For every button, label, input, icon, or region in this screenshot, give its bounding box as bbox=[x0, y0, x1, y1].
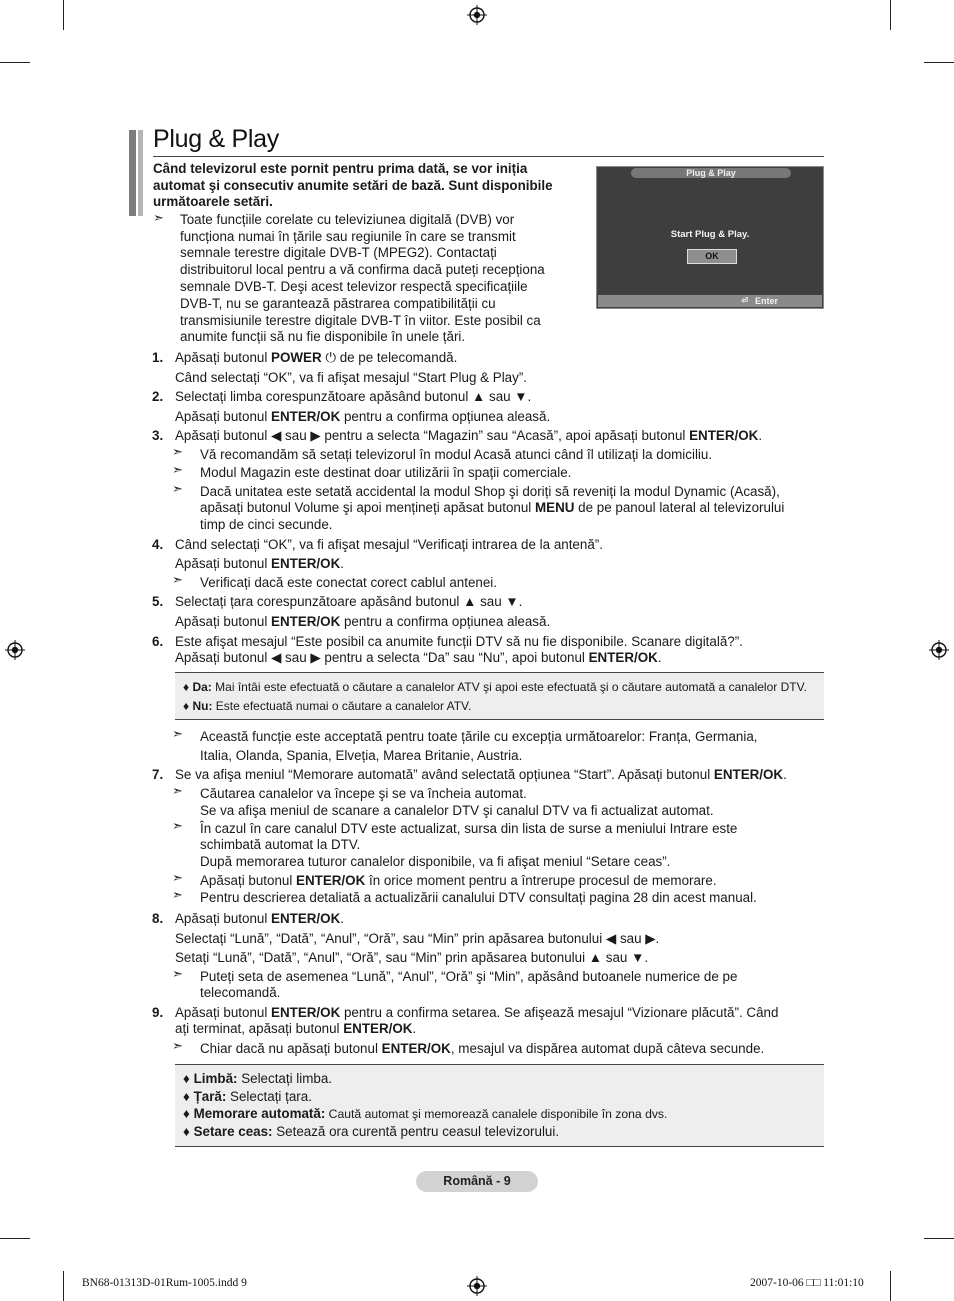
note-arrow-icon: ➣ bbox=[172, 462, 183, 477]
note-line: Verificați dacă este conectat corect cablul antenei. bbox=[200, 575, 497, 590]
note-line: Apăsați butonul ENTER/OK în orice moment pentru a întrerupe procesul de memorare. bbox=[200, 873, 717, 888]
note-line: timp de cinci secunde. bbox=[200, 517, 333, 532]
note-arrow-icon: ➣ bbox=[172, 444, 183, 459]
step-text: ați terminat, apăsați butonul ENTER/OK. bbox=[175, 1021, 417, 1036]
screen-tab: Plug & Play bbox=[631, 168, 791, 178]
info-box-item: ♦ Nu: Este efectuată numai o căutare a canalelor ATV. bbox=[183, 699, 472, 713]
note-line: Această funcție este acceptată pentru toate țările cu excepția următoarelor: Franța, Germania, bbox=[200, 729, 758, 744]
bullet-icon: ♦ bbox=[183, 680, 190, 694]
step-text: Apăsați butonul ENTER/OK pentru a confirma opțiunea aleasă. bbox=[175, 409, 551, 424]
note-line: În cazul în care canalul DTV este actualizat, sursa din lista de surse a meniului Intrare este bbox=[200, 821, 738, 836]
title-accent-bar bbox=[138, 130, 143, 216]
bullet-icon: ♦ bbox=[183, 1089, 190, 1104]
note-line: DVB-T, nu se garantează păstrarea compatibilității cu bbox=[180, 296, 496, 311]
step-number: 3. bbox=[152, 428, 164, 443]
note-line: semnale terestre digitale DVB-T (MPEG2). Contactați bbox=[180, 245, 497, 260]
note-line: funcționa numai în țările sau regiunile în care se transmit bbox=[180, 229, 516, 244]
screen-ok-button[interactable]: OK bbox=[687, 249, 737, 264]
note-line: Chiar dacă nu apăsați butonul ENTER/OK, mesajul va dispărea automat după câteva secunde. bbox=[200, 1041, 765, 1056]
page-title: Plug & Play bbox=[153, 125, 279, 153]
note-line: Căutarea canalelor va începe şi se va încheia automat. bbox=[200, 786, 527, 801]
note-line: transmisiunile terestre digitale DVB-T în viitor. Este posibil ca bbox=[180, 313, 541, 328]
note-arrow-icon: ➣ bbox=[172, 572, 183, 587]
note-line: Puteți seta de asemenea “Lună”, “Anul”, “Oră” şi “Min”, apăsând butoanele numerice de pe bbox=[200, 969, 738, 984]
step-text: Apăsați butonul ENTER/OK. bbox=[175, 556, 344, 571]
step-text: Când selectați “OK”, va fi afişat mesajul “Verificați intrarea de la antenă”. bbox=[175, 537, 603, 552]
step-number: 2. bbox=[152, 389, 164, 404]
note-arrow-icon: ➣ bbox=[153, 210, 164, 225]
note-line: Italia, Olanda, Spania, Elveția, Marea Britanie, Austria. bbox=[200, 748, 523, 763]
summary-item: ♦ Setare ceas: Setează ora curentă pentru ceasul televizorului. bbox=[183, 1124, 560, 1139]
registration-mark-icon bbox=[467, 1276, 487, 1296]
crop-mark bbox=[63, 1271, 64, 1301]
step-text: Selectați limba corespunzătoare apăsând butonul ▲ sau ▼. bbox=[175, 389, 532, 404]
step-text: Selectați țara corespunzătoare apăsând butonul ▲ sau ▼. bbox=[175, 594, 523, 609]
summary-item: ♦ Memorare automată: Caută automat şi memorează canalele disponibile în zona dvs. bbox=[183, 1106, 668, 1121]
step-number: 4. bbox=[152, 537, 164, 552]
step-text: Apăsați butonul ENTER/OK pentru a confirma setarea. Se afişează mesajul “Vizionare plăcută”. Când bbox=[175, 1005, 779, 1020]
screen-footer bbox=[598, 295, 822, 307]
step-number: 7. bbox=[152, 767, 164, 782]
bullet-icon: ♦ bbox=[183, 1071, 190, 1086]
step-text: Setați “Lună”, “Dată”, “Anul”, “Oră”, sau “Min” prin apăsarea butonului ▲ sau ▼. bbox=[175, 950, 649, 965]
date-slug: 2007-10-06 □□ 11:01:10 bbox=[750, 1277, 864, 1289]
info-box-item: ♦ Da: Mai întâi este efectuată o căutare a canalelor ATV şi apoi este efectuată şi o căutare automată a canalelor DTV. bbox=[183, 680, 807, 694]
note-line: După memorarea tuturor canalelor disponibile, va fi afişat meniul “Setare ceas”. bbox=[200, 854, 671, 869]
note-line: Modul Magazin este destinat doar utilizării în spații comerciale. bbox=[200, 465, 572, 480]
note-arrow-icon: ➣ bbox=[172, 726, 183, 741]
note-arrow-icon: ➣ bbox=[172, 818, 183, 833]
note-line: Dacă unitatea este setată accidental la modul Shop şi doriți să reveniți la modul Dynamic (Acasă), bbox=[200, 484, 780, 499]
crop-mark bbox=[63, 0, 64, 30]
registration-mark-icon bbox=[929, 640, 949, 660]
note-line: Toate funcțiile corelate cu televiziunea digitală (DVB) vor bbox=[180, 212, 515, 227]
power-icon: ⏻ bbox=[325, 350, 336, 365]
title-accent-bar bbox=[129, 130, 136, 216]
note-line: schimbată automat la DTV. bbox=[200, 837, 361, 852]
note-arrow-icon: ➣ bbox=[172, 870, 183, 885]
note-arrow-icon: ➣ bbox=[172, 887, 183, 902]
step-text: Apăsați butonul ENTER/OK. bbox=[175, 911, 344, 926]
note-arrow-icon: ➣ bbox=[172, 966, 183, 981]
note-line: apăsați butonul Volume şi apoi mențineți apăsat butonul MENU de pe panoul lateral al televizorului bbox=[200, 500, 785, 515]
bullet-icon: ♦ bbox=[183, 1106, 190, 1121]
enter-icon: ⏎ bbox=[741, 296, 748, 305]
registration-mark-icon bbox=[467, 5, 487, 25]
step-number: 1. bbox=[152, 350, 164, 365]
crop-mark bbox=[890, 0, 891, 30]
crop-mark bbox=[0, 1238, 30, 1239]
bullet-icon: ♦ bbox=[183, 699, 190, 713]
note-line: telecomandă. bbox=[200, 985, 281, 1000]
summary-item: ♦ Țară: Selectați țara. bbox=[183, 1089, 312, 1104]
screen-footer-label: Enter bbox=[754, 296, 778, 306]
step-number: 6. bbox=[152, 634, 164, 649]
step-number: 9. bbox=[152, 1005, 164, 1020]
note-arrow-icon: ➣ bbox=[172, 481, 183, 496]
step-text: Este afişat mesajul “Este posibil ca anumite funcții DTV să nu fie disponibile. Scanare digitală?”. bbox=[175, 634, 743, 649]
note-arrow-icon: ➣ bbox=[172, 783, 183, 798]
note-line: Pentru descrierea detaliată a actualizării canalului DTV consultați pagina 28 din acest manual. bbox=[200, 890, 757, 905]
title-divider bbox=[153, 156, 824, 157]
step-text: Selectați “Lună”, “Dată”, “Anul”, “Oră”, sau “Min” prin apăsarea butonului ◀ sau ▶. bbox=[175, 931, 660, 946]
note-line: semnale DVB-T. Deşi acest televizor respectă specificațiile bbox=[180, 279, 528, 294]
tv-screen-preview bbox=[596, 166, 824, 309]
step-text: Apăsați butonul ◀ sau ▶ pentru a selecta “Magazin” sau “Acasă”, apoi apăsați butonul ENTER/OK. bbox=[175, 428, 763, 443]
step-text: Se va afişa meniul “Memorare automată” având selectată opțiunea “Start”. Apăsați butonul ENTER/OK. bbox=[175, 767, 787, 782]
crop-mark bbox=[924, 62, 954, 63]
page-number: Română - 9 bbox=[416, 1171, 538, 1192]
step-text: Apăsați butonul ENTER/OK pentru a confirma opțiunea aleasă. bbox=[175, 614, 551, 629]
step-text: Apăsați butonul POWER ⏻ de pe telecomandă. bbox=[175, 350, 458, 365]
note-line: Vă recomandăm să setați televizorul în modul Acasă atunci când îl utilizați la domiciliu. bbox=[200, 447, 713, 462]
summary-item: ♦ Limbă: Selectați limba. bbox=[183, 1071, 333, 1086]
step-number: 5. bbox=[152, 594, 164, 609]
note-line: distribuitorul local pentru a vă confirma dacă puteți recepționa bbox=[180, 262, 545, 277]
intro-text: Când televizorul este pornit pentru prima dată, se vor iniția automat şi consecutiv anumite setări de bază. Sunt disponibile următoarele setări. bbox=[153, 161, 553, 210]
file-slug: BN68-01313D-01Rum-1005.indd 9 bbox=[82, 1277, 247, 1289]
step-text: Apăsați butonul ◀ sau ▶ pentru a selecta “Da” sau “Nu”, apoi butonul ENTER/OK. bbox=[175, 650, 662, 665]
screen-message: Start Plug & Play. bbox=[670, 229, 750, 240]
note-line: Se va afişa meniul de scanare a canalelor DTV şi canalul DTV va fi actualizat automat. bbox=[200, 803, 714, 818]
step-text: Când selectați “OK”, va fi afişat mesajul “Start Plug & Play”. bbox=[175, 370, 528, 385]
bullet-icon: ♦ bbox=[183, 1124, 190, 1139]
crop-mark bbox=[890, 1271, 891, 1301]
crop-mark bbox=[0, 62, 30, 63]
step-number: 8. bbox=[152, 911, 164, 926]
registration-mark-icon bbox=[5, 640, 25, 660]
note-arrow-icon: ➣ bbox=[172, 1038, 183, 1053]
crop-mark bbox=[924, 1238, 954, 1239]
note-line: anumite funcții să nu fie disponibile în unele țări. bbox=[180, 329, 466, 344]
